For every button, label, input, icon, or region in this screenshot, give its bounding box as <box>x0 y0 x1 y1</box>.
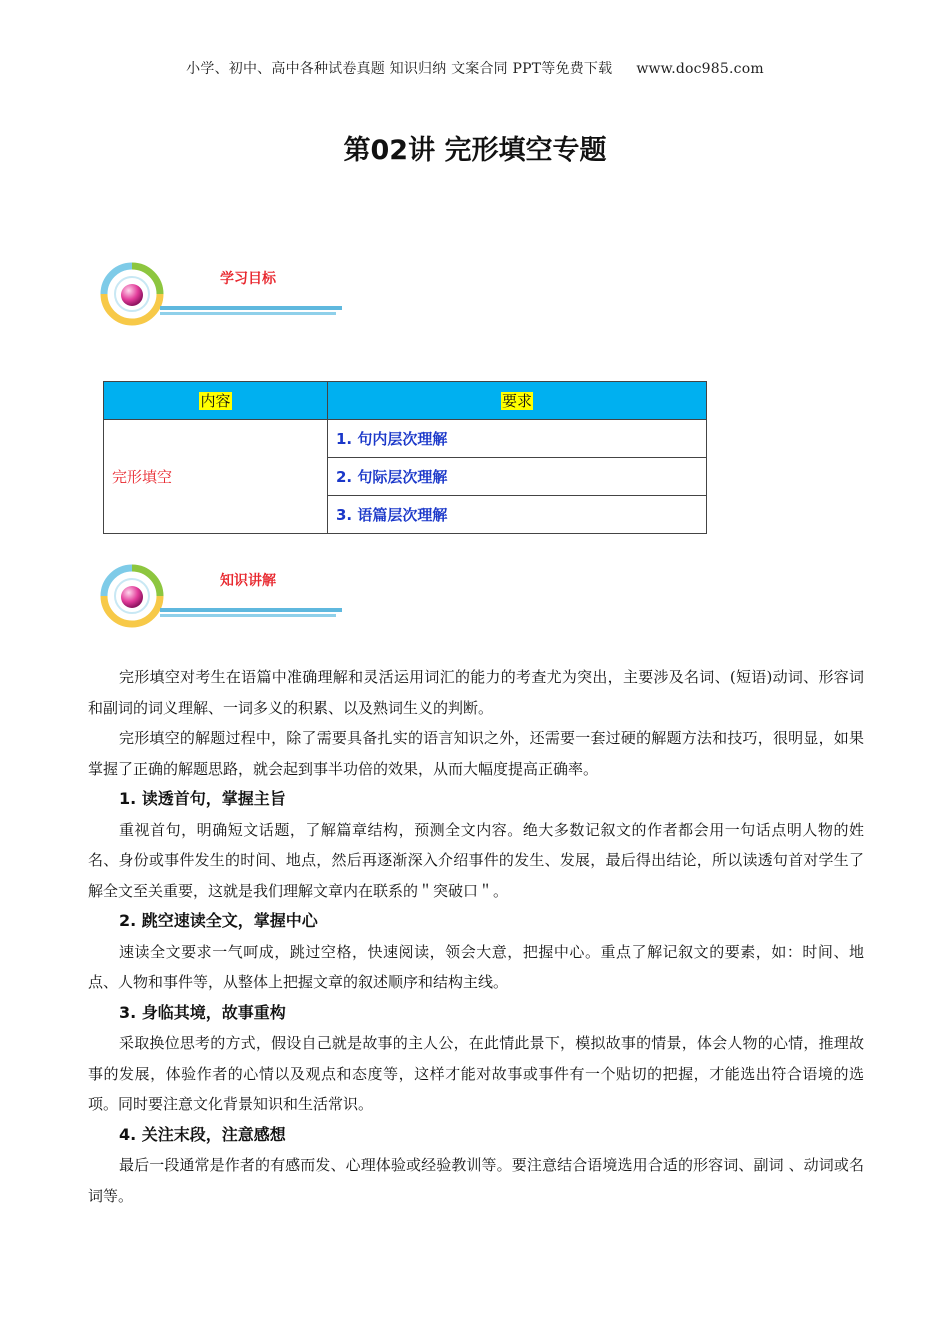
section-banner-knowledge <box>96 564 346 634</box>
table-header-row <box>104 382 707 420</box>
knowledge-body <box>88 662 864 1211</box>
table-requirement-cell: 3. 语篇层次理解 <box>328 496 707 534</box>
table-header-requirement: 要求 <box>328 382 707 420</box>
point-paragraph: 速读全文要求一气呵成，跳过空格，快速阅读，领会大意，把握中心。重点了解记叙文的要素，如：时间、地点、人物和事件等，从整体上把握文章的叙述顺序和结构主线。 <box>88 942 864 991</box>
header-url[interactable]: www.doc985.com <box>636 61 764 77</box>
table-topic-cell: 完形填空 <box>104 420 328 534</box>
page-header <box>0 58 950 78</box>
point-heading: 3. 身临其境，故事重构 <box>119 1002 286 1022</box>
table-row <box>104 420 707 458</box>
point-heading: 1. 读透首句，掌握主旨 <box>119 789 286 808</box>
point-paragraph: 重视首句，明确短文话题，了解篇章结构，预测全文内容。绝大多数记叙文的作者都会用一句话点明人物的姓名、身份或事件发生的时间、地点，然后再逐渐深入介绍事件的发生、发展，最后得出结论，所以读透句首对学生了解全文至关重要，这就是我们理解文章内在联系的＂突破口＂。 <box>88 820 864 900</box>
header-text: 小学、初中、高中各种试卷真题 知识归纳 文案合同 PPT等免费下载 <box>186 61 613 77</box>
goals-table <box>103 381 707 534</box>
point-paragraph: 最后一段通常是作者的有感而发、心理体验或经验教训等。要注意结合语境选用合适的形容词、副词 、动词或名词等。 <box>88 1156 864 1205</box>
point-paragraph: 采取换位思考的方式，假设自己就是故事的主人公，在此情此景下，模拟故事的情景，体会人物的心情，推理故事的发展，体验作者的心情以及观点和态度等，这样才能对故事或事件有一个贴切的把握，才能选出符合语境的选项。同时要注意文化背景知识和生活常识。 <box>88 1034 864 1113</box>
table-requirement-cell: 2. 句际层次理解 <box>328 458 707 496</box>
point-heading: 4. 关注末段，注意感想 <box>119 1124 286 1144</box>
table-requirement-cell: 1. 句内层次理解 <box>328 420 707 458</box>
section-label-knowledge: 知识讲解 <box>220 573 276 589</box>
section-banner-goals <box>96 262 346 332</box>
document-title: 第02讲 完形填空专题 <box>343 135 607 166</box>
intro-paragraph: 完形填空对考生在语篇中准确理解和灵活运用词汇的能力的考查尤为突出，主要涉及名词、(短语)动词、形容词和副词的词义理解、一词多义的积累、以及熟词生义的判断。 <box>88 668 864 717</box>
point-heading: 2. 跳空速读全文，掌握中心 <box>119 911 318 930</box>
section-label-goals: 学习目标 <box>220 271 276 287</box>
intro-paragraph: 完形填空的解题过程中，除了需要具备扎实的语言知识之外，还需要一套过硬的解题方法和技巧，很明显，如果掌握了正确的解题思路，就会起到事半功倍的效果，从而大幅度提高正确率。 <box>88 729 864 778</box>
table-header-content: 内容 <box>104 382 328 420</box>
